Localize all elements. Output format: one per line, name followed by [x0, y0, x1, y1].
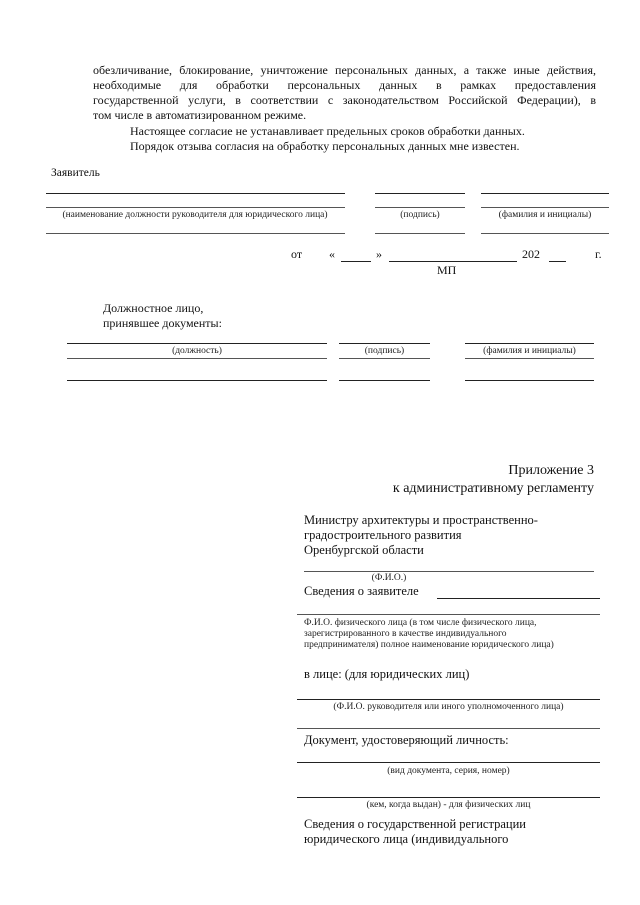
date-year-suffix: г. [595, 247, 602, 261]
consent-line-2: необходимые для обработки персональных данных в рамках предоставления [93, 78, 596, 92]
official-name-caption: (фамилия и инициалы) [483, 346, 576, 356]
official-signature-line-2 [339, 358, 430, 359]
applicant-name-caption: (фамилия и инициалы) [498, 210, 592, 220]
applicant-label: Заявитель [51, 167, 100, 179]
head-line-2 [297, 728, 600, 729]
applicant-fio-caption-1: Ф.И.О. физического лица (в том числе физического лица, [304, 618, 537, 628]
id-doc-label: Документ, удостоверяющий личность: [304, 733, 509, 747]
date-year: 202 [522, 247, 540, 261]
head-line [297, 699, 600, 700]
official-name-line [465, 343, 594, 344]
applicant-signature-caption: (подпись) [400, 210, 440, 220]
date-day-line [341, 261, 371, 262]
appendix-title: Приложение 3 [508, 463, 594, 478]
official-signature-line-3 [339, 380, 430, 381]
issued-line [297, 797, 600, 798]
applicant-position-caption: (наименование должности руководителя для юридического лица) [62, 210, 328, 220]
applicant-position-line-3 [46, 233, 345, 234]
official-name-line-3 [465, 380, 594, 381]
consent-line-5: Настоящее согласие не устанавливает предельных сроков обработки данных. [130, 124, 525, 138]
appendix-subtitle: к административному регламенту [392, 481, 594, 496]
official-position-line-3 [67, 380, 327, 381]
id-doc-caption: (вид документа, серия, номер) [387, 766, 510, 776]
applicant-signature-line-3 [375, 233, 465, 234]
official-signature-line [339, 343, 430, 344]
official-signature-caption: (подпись) [364, 346, 405, 356]
date-month-line [389, 261, 517, 262]
consent-line-6: Порядок отзыва согласия на обработку персональных данных мне известен. [130, 139, 520, 153]
applicant-signature-line [375, 193, 465, 194]
applicant-name-line-2 [481, 207, 609, 208]
official-position-caption: (должность) [172, 346, 222, 356]
date-year-line [549, 261, 566, 262]
applicant-info-line [437, 598, 600, 599]
id-doc-line [297, 762, 600, 763]
applicant-fio-caption-2: зарегистрированного в качестве индивидуального [304, 629, 507, 639]
consent-line-4: том числе в автоматизированном режиме. [93, 108, 307, 122]
stamp-label: МП [437, 263, 457, 277]
applicant-name-line-3 [481, 233, 609, 234]
addressee-fio-caption: (Ф.И.О.) [371, 573, 407, 583]
official-name-line-2 [465, 358, 594, 359]
applicant-fio-caption-3: предпринимателя) полное наименование юридического лица) [304, 640, 554, 650]
issued-caption: (кем, когда выдан) - для физических лиц [366, 800, 531, 810]
official-position-line-2 [67, 358, 327, 359]
represented-label: в лице: (для юридических лиц) [304, 667, 470, 681]
applicant-name-line [481, 193, 609, 194]
date-quote-close: » [376, 247, 382, 261]
state-reg-line-2: юридического лица (индивидуального [304, 832, 509, 846]
addressee-line-2: градостроительного развития [304, 528, 462, 542]
applicant-position-line-2 [46, 207, 345, 208]
state-reg-line-1: Сведения о государственной регистрации [304, 817, 526, 831]
date-from-label: от [291, 247, 303, 261]
official-position-line [67, 343, 327, 344]
applicant-info-label: Сведения о заявителе [304, 584, 419, 598]
date-quote-open: « [329, 247, 335, 261]
official-title-line-1: Должностное лицо, [103, 301, 204, 315]
addressee-line-1: Министру архитектуры и пространственно- [304, 513, 538, 527]
addressee-fio-line [304, 571, 594, 572]
consent-line-1: обезличивание, блокирование, уничтожение персональных данных, а также иные действия, [93, 63, 596, 77]
applicant-signature-line-2 [375, 207, 465, 208]
addressee-line-3: Оренбургской области [304, 543, 424, 557]
applicant-fio-line [297, 614, 600, 615]
head-caption: (Ф.И.О. руководителя или иного уполномоченного лица) [333, 702, 564, 712]
consent-line-3: государственной услуги, в соответствии с законодательством Российской Федерации), в [93, 93, 596, 107]
official-title-line-2: принявшее документы: [103, 316, 222, 330]
applicant-position-line [46, 193, 345, 194]
